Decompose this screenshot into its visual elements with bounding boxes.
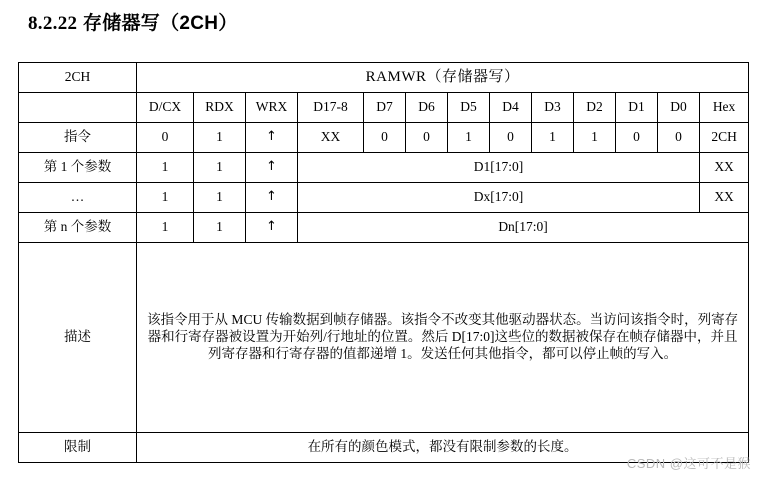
table-row xyxy=(19,153,749,183)
cell-hex: XX xyxy=(700,153,749,183)
table-row-column-headers xyxy=(19,93,749,123)
cell-hex: 2CH xyxy=(700,123,749,153)
cell-rdx: 1 xyxy=(194,183,246,213)
section-number: 8.2.22 xyxy=(28,13,78,34)
table-row xyxy=(19,123,749,153)
register-table xyxy=(18,62,749,463)
header-rdx: RDX xyxy=(194,93,246,123)
header-d2: D2 xyxy=(574,93,616,123)
command-title-cell: RAMWR（存储器写） xyxy=(137,63,749,93)
cell-d1: 0 xyxy=(616,123,658,153)
cell-d5: 1 xyxy=(448,123,490,153)
cell-wrx: ↑ xyxy=(246,183,298,213)
cell-dcx: 1 xyxy=(137,183,194,213)
watermark: CSDN @这可不是猴 xyxy=(626,456,751,471)
header-d17-8: D17-8 xyxy=(298,93,364,123)
header-dcx: D/CX xyxy=(137,93,194,123)
command-code-cell: 2CH xyxy=(19,63,137,93)
cell-rdx: 1 xyxy=(194,213,246,243)
cell-d17-8: XX xyxy=(298,123,364,153)
table-row-description xyxy=(19,243,749,433)
cell-rdx: 1 xyxy=(194,153,246,183)
header-d1: D1 xyxy=(616,93,658,123)
row-label-limit: 限制 xyxy=(19,433,137,463)
header-d3: D3 xyxy=(532,93,574,123)
cell-data-span: Dx[17:0] xyxy=(298,183,700,213)
section-title: 存储器写（2CH） xyxy=(82,13,238,34)
header-hex: Hex xyxy=(700,93,749,123)
header-wrx: WRX xyxy=(246,93,298,123)
limit-text: 在所有的颜色模式，都没有限制参数的长度。 xyxy=(137,433,749,463)
cell-wrx: ↑ xyxy=(246,153,298,183)
cell-dcx: 1 xyxy=(137,153,194,183)
row-label-param-n: 第 n 个参数 xyxy=(19,213,137,243)
cell-rdx: 1 xyxy=(194,123,246,153)
cell-d4: 0 xyxy=(490,123,532,153)
table-row xyxy=(19,183,749,213)
row-label-param-1: 第 1 个参数 xyxy=(19,153,137,183)
cell-d7: 0 xyxy=(364,123,406,153)
cell-d6: 0 xyxy=(406,123,448,153)
row-label-param-x: … xyxy=(19,183,137,213)
cell-d3: 1 xyxy=(532,123,574,153)
cell-d2: 1 xyxy=(574,123,616,153)
cell-data-span: Dn[17:0] xyxy=(298,213,749,243)
header-d6: D6 xyxy=(406,93,448,123)
cell-dcx: 1 xyxy=(137,213,194,243)
header-d7: D7 xyxy=(364,93,406,123)
page-title xyxy=(28,8,238,35)
header-d4: D4 xyxy=(490,93,532,123)
row-label-description: 描述 xyxy=(19,243,137,433)
header-empty-cell xyxy=(19,93,137,123)
cell-wrx: ↑ xyxy=(246,213,298,243)
cell-data-span: D1[17:0] xyxy=(298,153,700,183)
cell-dcx: 0 xyxy=(137,123,194,153)
cell-wrx: ↑ xyxy=(246,123,298,153)
table-row xyxy=(19,213,749,243)
cell-hex: XX xyxy=(700,183,749,213)
cell-d0: 0 xyxy=(658,123,700,153)
row-label-instruction: 指令 xyxy=(19,123,137,153)
header-d5: D5 xyxy=(448,93,490,123)
description-text: 该指令用于从 MCU 传输数据到帧存储器。该指令不改变其他驱动器状态。当访问该指令时，列寄存器和行寄存器被设置为开始列/行地址的位置。然后 D[17:0]这些位的数据被保存在帧存储器中，并且列寄存器和行寄存器的值都递增 1。发送任何其他指令，都可以停止帧的写入。 xyxy=(137,243,749,433)
header-d0: D0 xyxy=(658,93,700,123)
table-row-command-header xyxy=(19,63,749,93)
